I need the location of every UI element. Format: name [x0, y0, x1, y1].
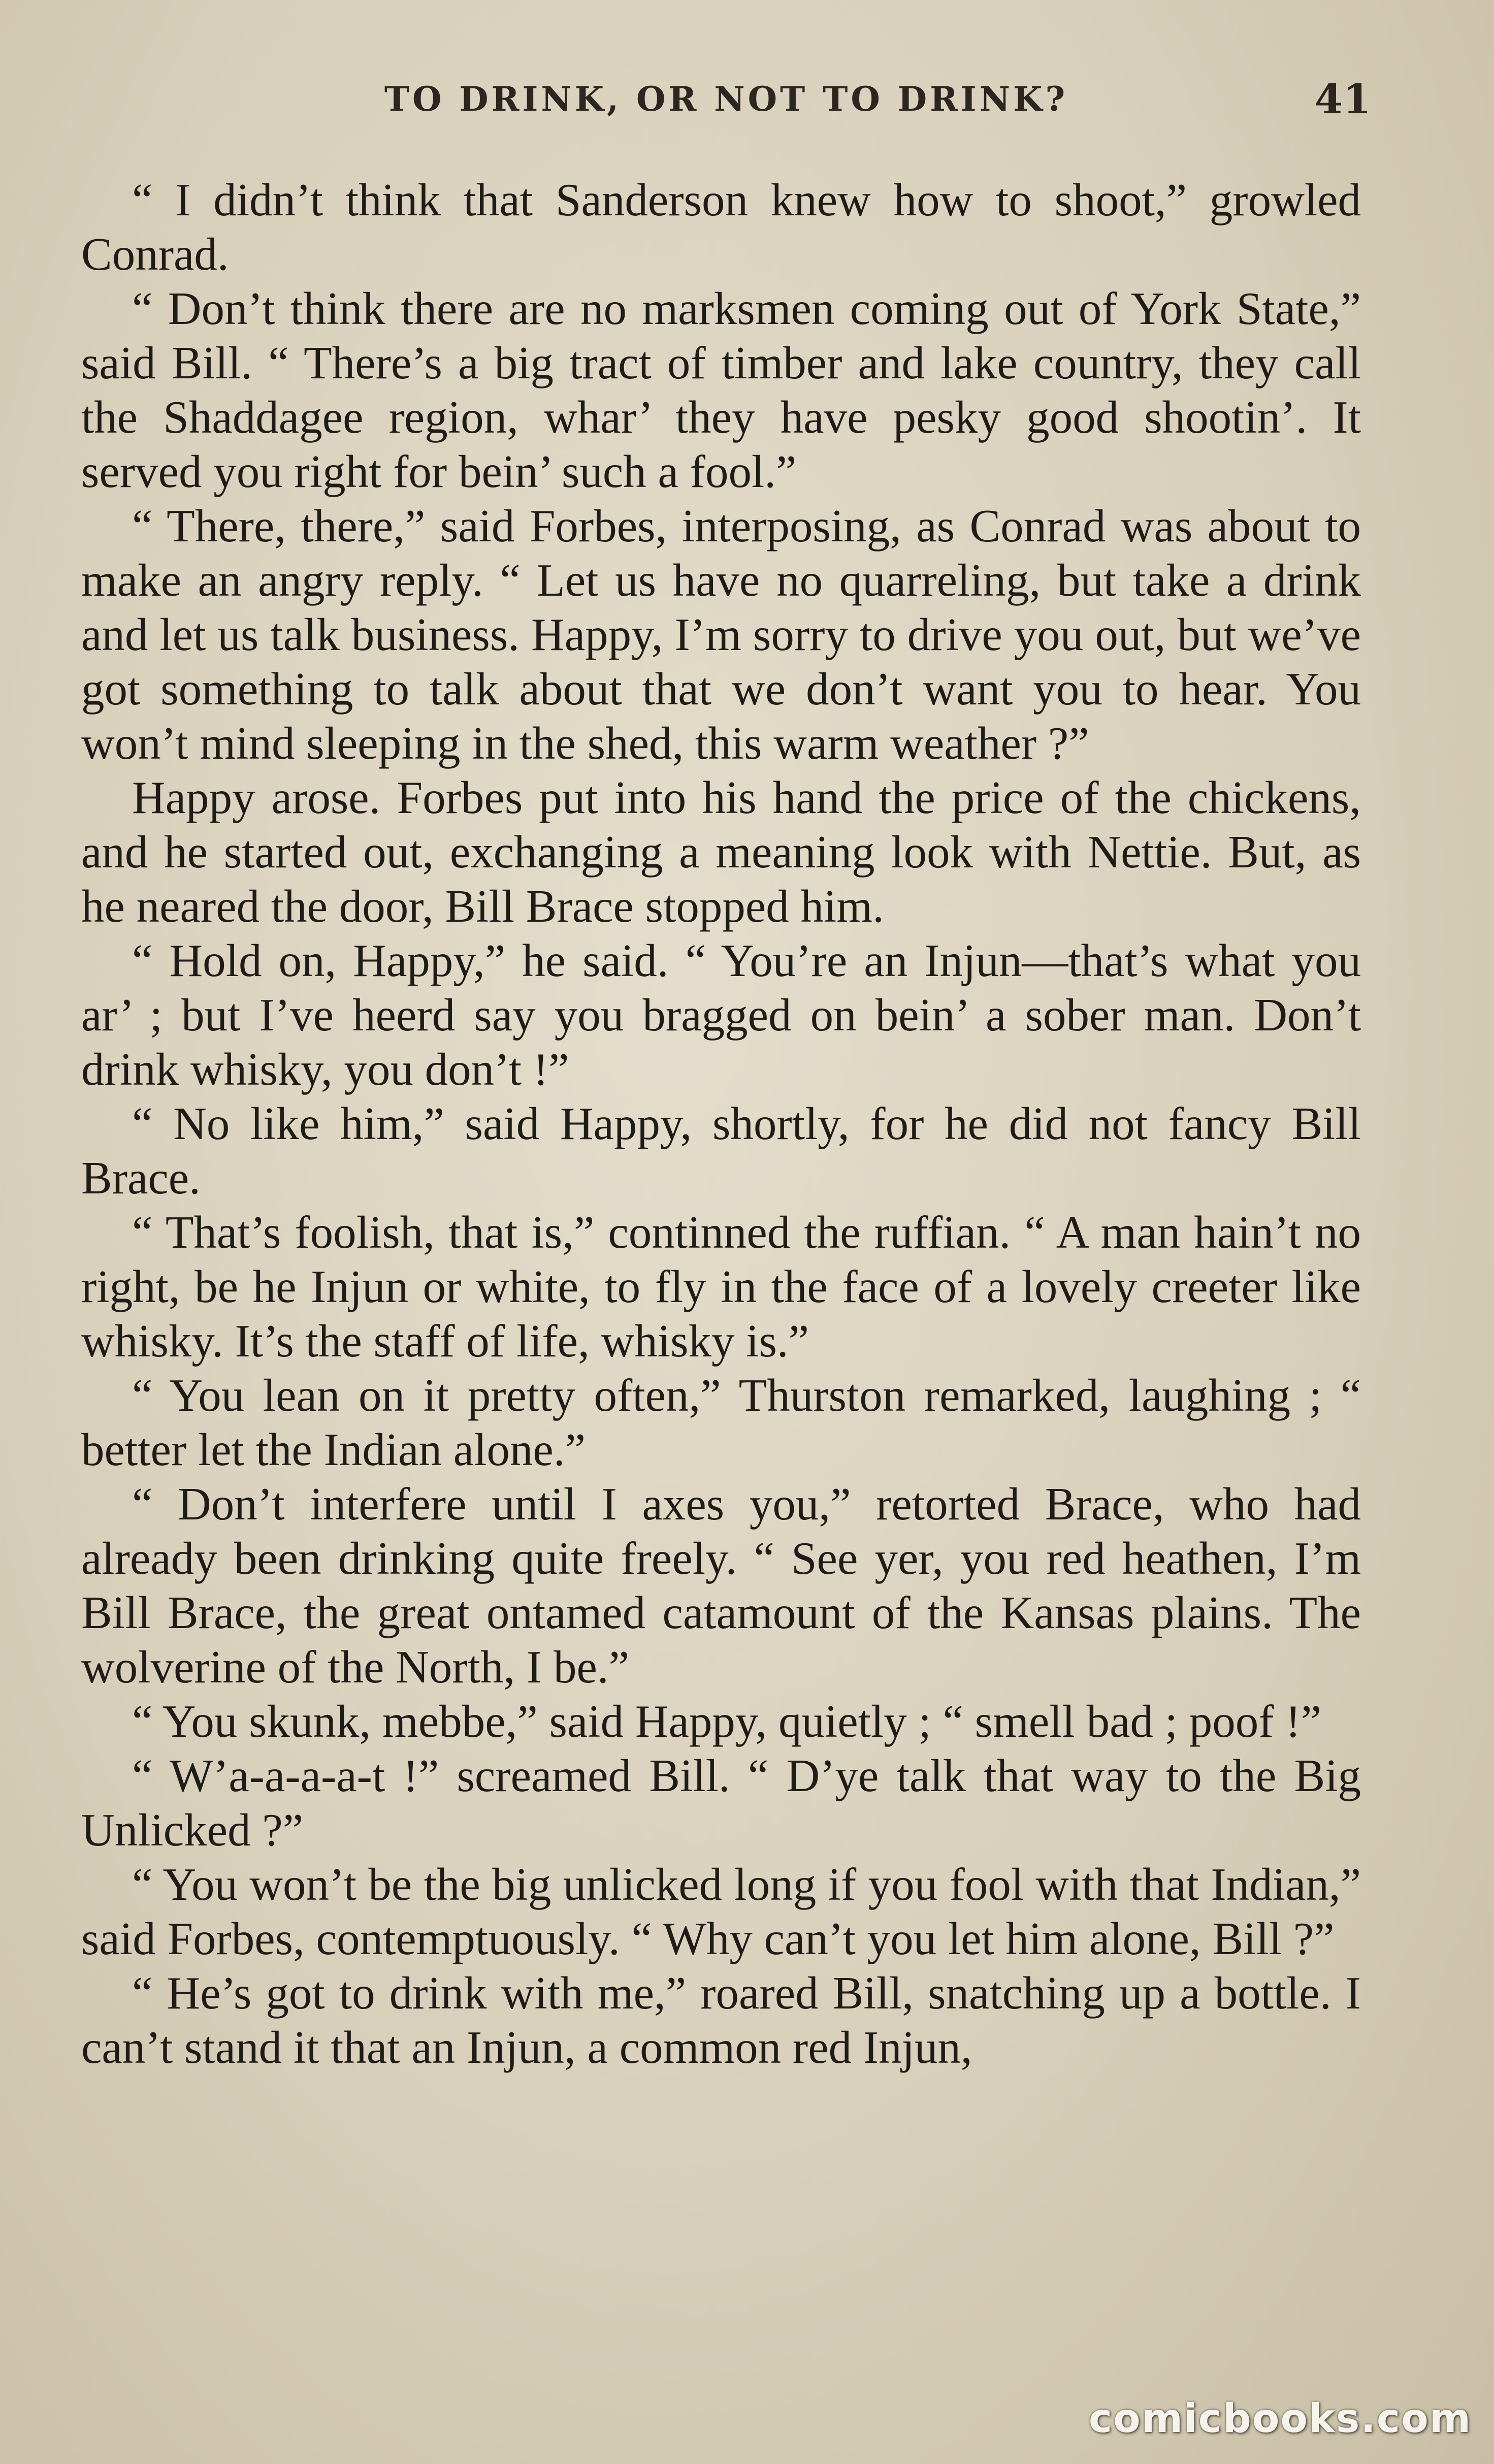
paragraph-9: “ Don’t interfere until I axes you,” retorted Brace, who had already been drinking quite freely. “ See yer, you red heathen, I’m Bill Brace, the great ontamed catamount of the Kansas plains. The wolverine of the North, I be.”: [81, 1478, 1361, 1693]
paragraph-12: “ You won’t be the big unlicked long if you fool with that Indian,” said Forbes, contemptuously. “ Why can’t you let him alone, Bill ?”: [81, 1859, 1361, 1964]
paragraph-6: “ No like him,” said Happy, shortly, for he did not fancy Bill Brace.: [81, 1098, 1361, 1204]
running-head: TO DRINK, OR NOT TO DRINK?: [384, 79, 1068, 119]
paragraph-1: “ I didn’t think that Sanderson knew how to shoot,” growled Conrad.: [81, 174, 1361, 280]
paragraph-3: “ There, there,” said Forbes, interposing, as Conrad was about to make an angry reply. “ Let us have no quarreling, but take a drink and let us talk business. Happy, I’m sorry to drive you out, but we’ve got something to talk about that we don’t want you to hear. You won’t mind sleeping in the shed, this warm weather ?”: [81, 500, 1361, 769]
page-header: [81, 71, 1371, 137]
paragraph-7: “ That’s foolish, that is,” continned the ruffian. “ A man hain’t no right, be he Injun or white, to fly in the face of a lovely creeter like whisky. It’s the staff of life, whisky is.”: [81, 1207, 1361, 1367]
paragraph-5: “ Hold on, Happy,” he said. “ You’re an Injun—that’s what you ar’ ; but I’ve heerd say you bragged on bein’ a sober man. Don’t drink whisky, you don’t !”: [81, 935, 1361, 1095]
paragraph-8: “ You lean on it pretty often,” Thurston remarked, laughing ; “ better let the Indian alone.”: [81, 1370, 1361, 1475]
site-watermark: comicbooks.com: [1088, 2396, 1472, 2442]
paragraph-2: “ Don’t think there are no marksmen coming out of York State,” said Bill. “ There’s a big tract of timber and lake country, they call the Shaddagee region, whar’ they have pesky good shootin’. It served you right for bein’ such a fool.”: [81, 283, 1361, 497]
body-text: [81, 173, 1361, 2074]
paragraph-4: Happy arose. Forbes put into his hand the price of the chickens, and he started out, exchanging a meaning look with Nettie. But, as he neared the door, Bill Brace stopped him.: [81, 772, 1361, 932]
paragraph-11: “ W’a-a-a-a-t !” screamed Bill. “ D’ye talk that way to the Big Unlicked ?”: [81, 1750, 1361, 1856]
paragraph-13: “ He’s got to drink with me,” roared Bill, snatching up a bottle. I can’t stand it that an Injun, a common red Injun,: [81, 1967, 1361, 2073]
paragraph-10: “ You skunk, mebbe,” said Happy, quietly ; “ smell bad ; poof !”: [132, 1696, 1322, 1747]
page-number: 41: [1314, 75, 1371, 123]
